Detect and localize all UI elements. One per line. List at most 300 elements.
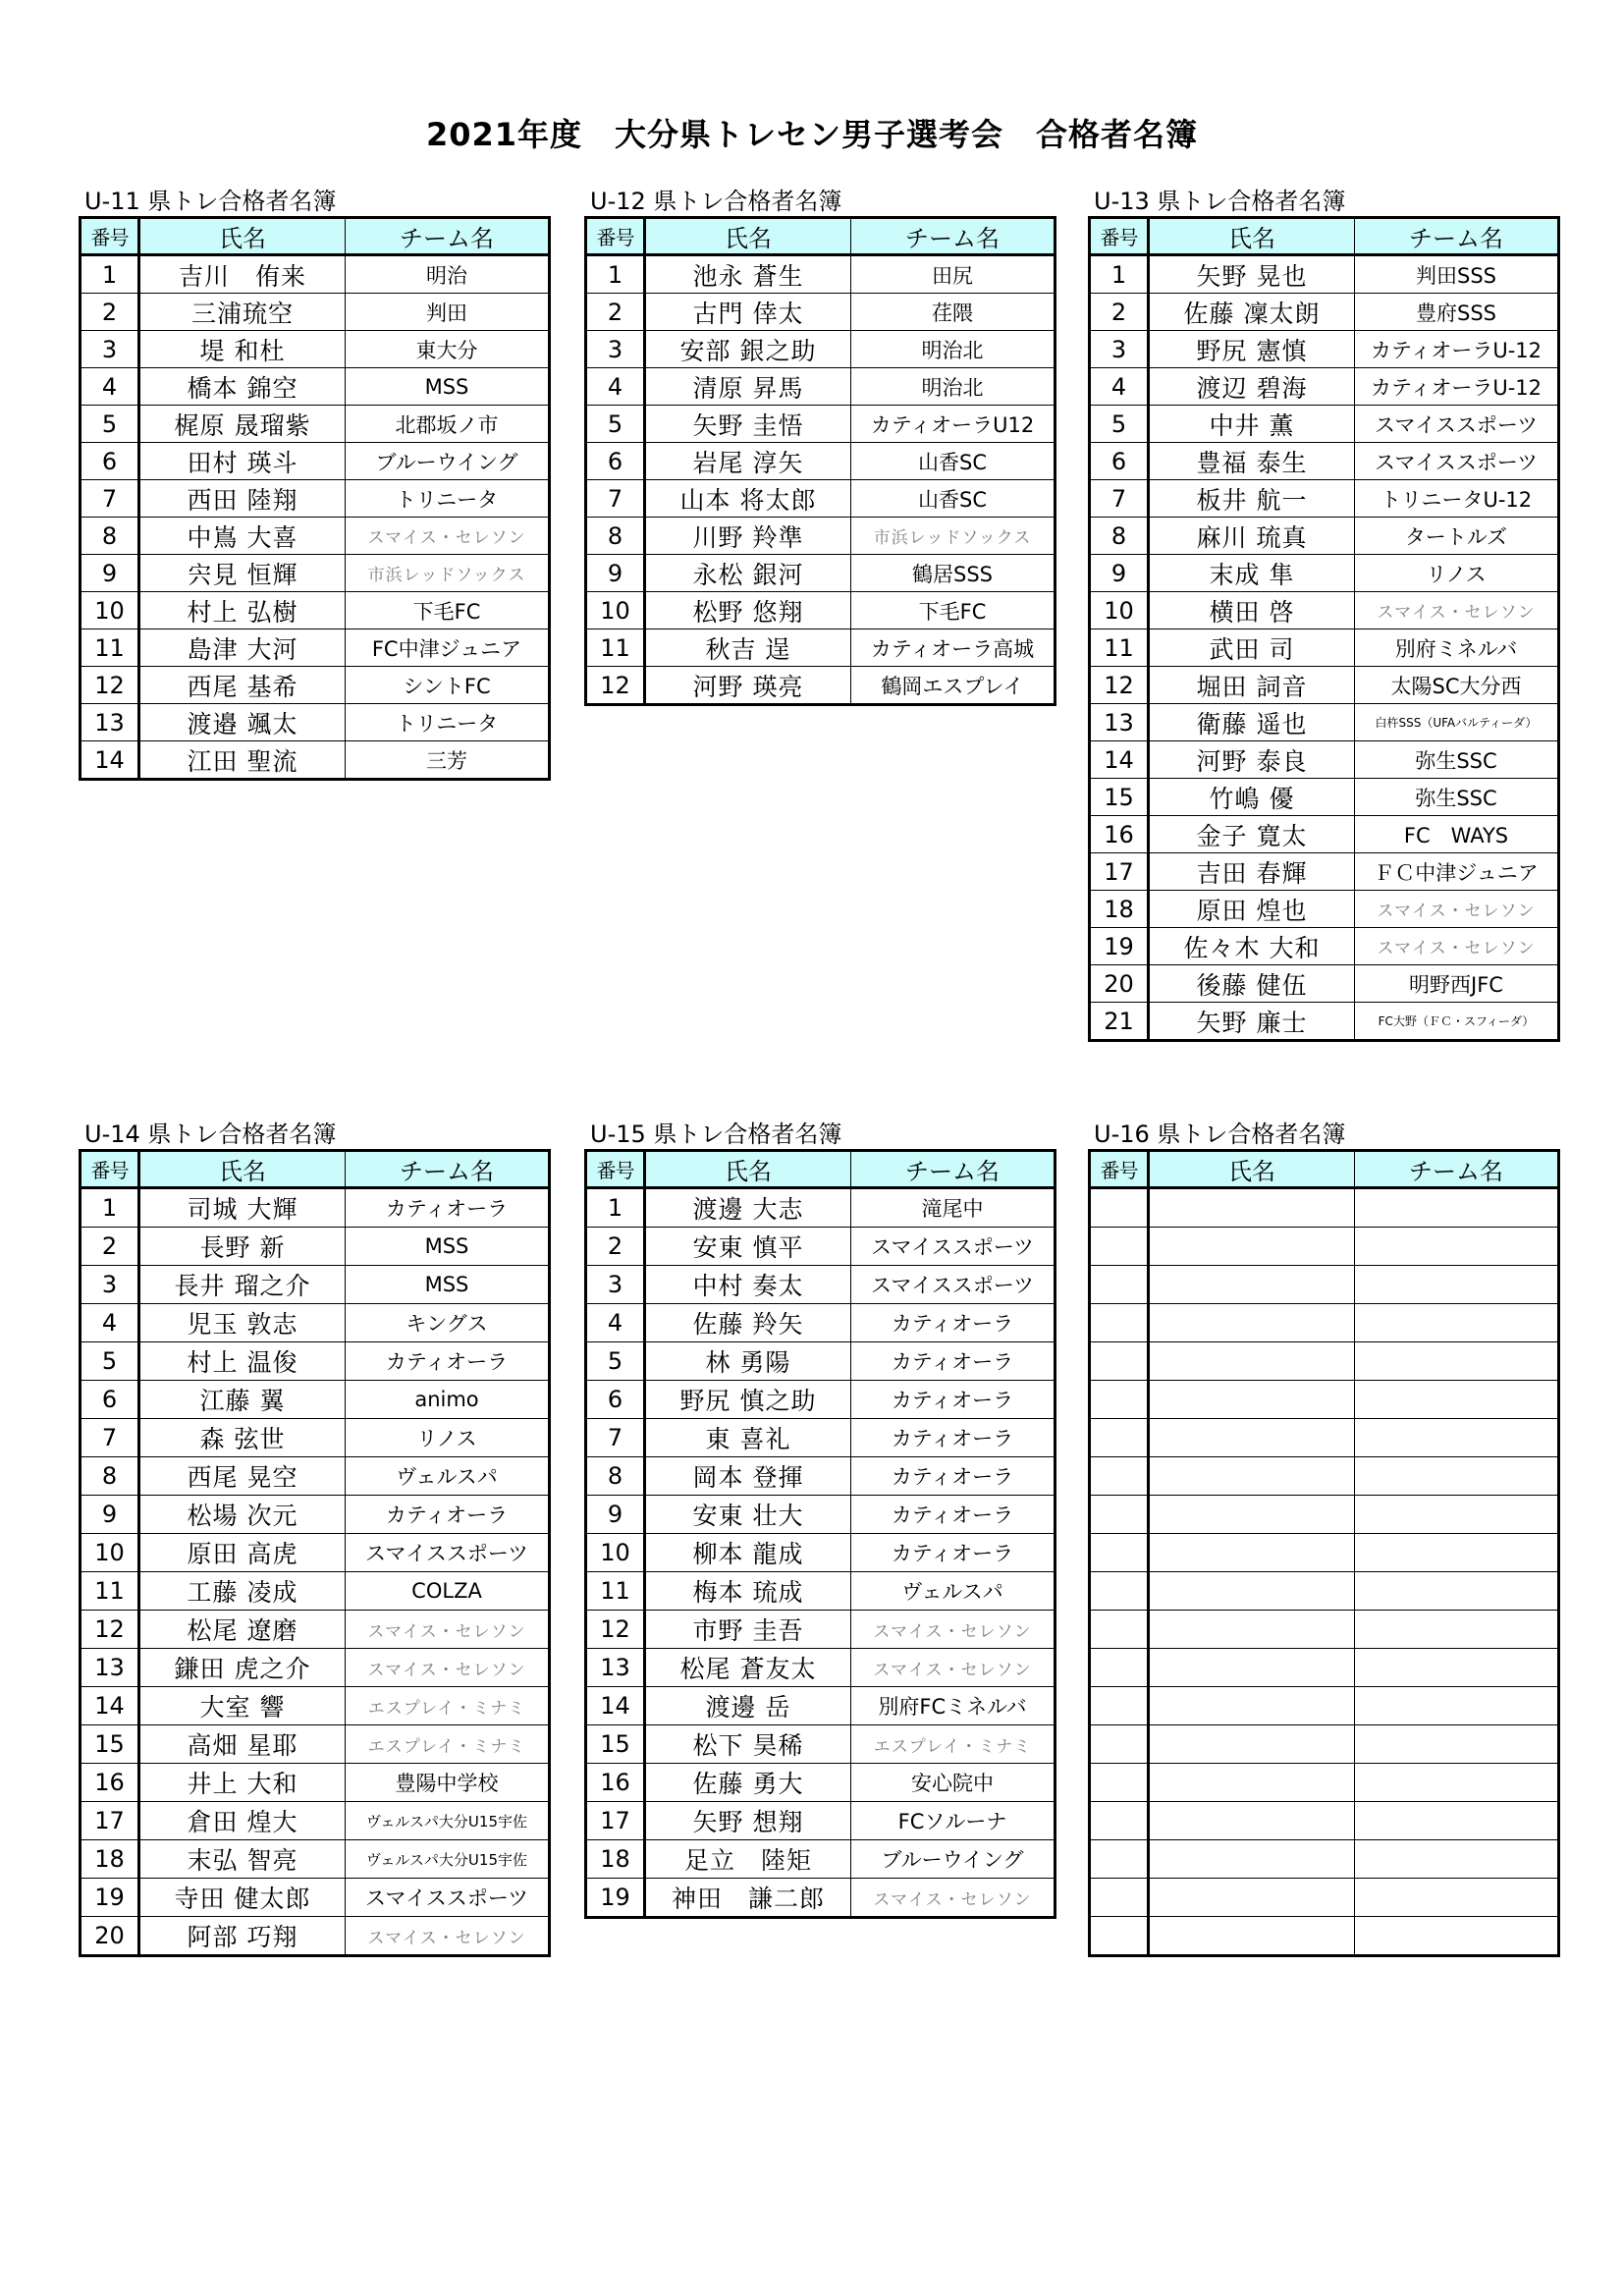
empty-row: [1090, 1228, 1559, 1266]
empty-cell: [1149, 1879, 1355, 1917]
player-name: 清原 昇馬: [645, 368, 851, 406]
name-column-header: 氏名: [645, 1151, 851, 1188]
empty-cell: [1149, 1725, 1355, 1764]
empty-cell: [1090, 1687, 1149, 1725]
row-number: 3: [1090, 331, 1149, 368]
table-row: [81, 368, 550, 406]
empty-row: [1090, 1802, 1559, 1840]
table-row: [586, 1572, 1056, 1611]
table-row: [586, 480, 1056, 518]
empty-cell: [1355, 1802, 1559, 1840]
row-number: 1: [81, 255, 139, 294]
team-name: 豊陽中学校: [346, 1764, 550, 1802]
player-name: 松尾 遼磨: [139, 1611, 346, 1649]
table-row: [586, 255, 1056, 294]
name-column-header: 氏名: [1149, 1151, 1355, 1188]
table-row: [1090, 816, 1559, 853]
row-number: 10: [586, 1534, 645, 1572]
empty-cell: [1090, 1649, 1149, 1687]
team-name: カティオーラ: [851, 1419, 1056, 1457]
empty-row: [1090, 1266, 1559, 1304]
table-row: [81, 443, 550, 480]
table-row: [586, 629, 1056, 667]
empty-cell: [1355, 1687, 1559, 1725]
team-name: スマイススポーツ: [851, 1228, 1056, 1266]
row-number: 14: [81, 741, 139, 780]
player-name: 矢野 晃也: [1149, 255, 1355, 294]
empty-cell: [1355, 1304, 1559, 1342]
player-name: 河野 泰良: [1149, 741, 1355, 779]
player-name: 金子 寛太: [1149, 816, 1355, 853]
row-number: 9: [81, 555, 139, 592]
player-name: 原田 煌也: [1149, 891, 1355, 928]
player-name: 高畑 星耶: [139, 1725, 346, 1764]
player-name: 岡本 登揮: [645, 1457, 851, 1496]
roster-table: [79, 216, 551, 781]
team-name: 明治北: [851, 331, 1056, 368]
row-number: 16: [81, 1764, 139, 1802]
empty-row: [1090, 1572, 1559, 1611]
table-row: [1090, 331, 1559, 368]
empty-cell: [1149, 1228, 1355, 1266]
roster-title: U-16 県トレ合格者名簿: [1094, 1121, 1346, 1148]
team-name: カティオーラ: [851, 1496, 1056, 1534]
roster-block: [79, 187, 548, 781]
row-number: 13: [586, 1649, 645, 1687]
table-row: [1090, 406, 1559, 443]
player-name: 麻川 琉真: [1149, 518, 1355, 555]
team-name: 山香SC: [851, 480, 1056, 518]
team-name: 下毛FC: [851, 592, 1056, 629]
player-name: 堀田 詞音: [1149, 667, 1355, 704]
empty-cell: [1149, 1649, 1355, 1687]
team-name: ブルーウイング: [851, 1840, 1056, 1879]
empty-cell: [1355, 1188, 1559, 1228]
empty-cell: [1149, 1188, 1355, 1228]
table-row: [586, 1802, 1056, 1840]
row-number: 12: [1090, 667, 1149, 704]
row-number: 11: [81, 629, 139, 667]
team-name: エスプレイ・ミナミ: [346, 1725, 550, 1764]
team-name: 市浜レッドソックス: [851, 518, 1056, 555]
table-row: [586, 1649, 1056, 1687]
row-number: 5: [81, 406, 139, 443]
row-number: 4: [586, 368, 645, 406]
player-name: 渡邉 颯太: [139, 704, 346, 741]
empty-row: [1090, 1419, 1559, 1457]
table-row: [586, 406, 1056, 443]
roster-block: [1088, 187, 1557, 1042]
row-number: 3: [81, 331, 139, 368]
team-name: 別府ミネルバ: [1355, 629, 1559, 667]
team-name: カティオーラ: [346, 1496, 550, 1534]
team-name: リノス: [1355, 555, 1559, 592]
roster-block: [79, 1120, 548, 1957]
team-column-header: チーム名: [346, 1151, 550, 1188]
row-number: 16: [586, 1764, 645, 1802]
row-number: 10: [586, 592, 645, 629]
table-row: [81, 741, 550, 780]
team-name: カティオーラU-12: [1355, 331, 1559, 368]
team-name: シントFC: [346, 667, 550, 704]
team-name: 東大分: [346, 331, 550, 368]
table-row: [1090, 704, 1559, 741]
empty-cell: [1149, 1840, 1355, 1879]
player-name: 池永 蒼生: [645, 255, 851, 294]
team-name: ヴェルスパ大分U15宇佐: [346, 1802, 550, 1840]
table-row: [1090, 891, 1559, 928]
player-name: 吉川 侑来: [139, 255, 346, 294]
table-row: [81, 1381, 550, 1419]
row-number: 18: [81, 1840, 139, 1879]
name-column-header: 氏名: [1149, 218, 1355, 255]
player-name: 大室 響: [139, 1687, 346, 1725]
table-row: [81, 480, 550, 518]
player-name: 島津 大河: [139, 629, 346, 667]
row-number: 19: [586, 1879, 645, 1918]
table-row: [1090, 255, 1559, 294]
player-name: 阿部 巧翔: [139, 1917, 346, 1956]
empty-cell: [1090, 1188, 1149, 1228]
player-name: 松場 次元: [139, 1496, 346, 1534]
empty-cell: [1149, 1304, 1355, 1342]
table-row: [81, 1342, 550, 1381]
empty-cell: [1090, 1917, 1149, 1956]
team-name: 明治北: [851, 368, 1056, 406]
team-name: FC中津ジュニア: [346, 629, 550, 667]
table-row: [586, 667, 1056, 705]
team-name: 判田: [346, 294, 550, 331]
table-row: [81, 331, 550, 368]
team-column-header: チーム名: [851, 1151, 1056, 1188]
table-row: [81, 1611, 550, 1649]
roster-table: [1088, 216, 1560, 1042]
player-name: 佐藤 凜太朗: [1149, 294, 1355, 331]
team-name: カティオーラ: [346, 1188, 550, 1228]
name-column-header: 氏名: [645, 218, 851, 255]
player-name: 渡邊 岳: [645, 1687, 851, 1725]
player-name: 市野 圭吾: [645, 1611, 851, 1649]
table-row: [81, 255, 550, 294]
table-row: [81, 667, 550, 704]
roster-title: U-12 県トレ合格者名簿: [590, 188, 842, 215]
number-column-header: 番号: [586, 1151, 645, 1188]
table-row: [586, 1381, 1056, 1419]
team-name: カティオーラ: [851, 1381, 1056, 1419]
table-row: [81, 1764, 550, 1802]
table-row: [81, 1419, 550, 1457]
table-row: [586, 1342, 1056, 1381]
player-name: 佐藤 羚矢: [645, 1304, 851, 1342]
table-row: [586, 1304, 1056, 1342]
roster-title: U-11 県トレ合格者名簿: [84, 188, 337, 215]
roster-block: [1088, 1120, 1557, 1957]
player-name: 西尾 基希: [139, 667, 346, 704]
team-name: animo: [346, 1381, 550, 1419]
player-name: 中嶌 大喜: [139, 518, 346, 555]
player-name: 足立 陸矩: [645, 1840, 851, 1879]
player-name: 村上 弘樹: [139, 592, 346, 629]
table-row: [81, 1496, 550, 1534]
empty-cell: [1149, 1457, 1355, 1496]
empty-cell: [1149, 1419, 1355, 1457]
team-name: カティオーラU12: [851, 406, 1056, 443]
team-name: ブルーウイング: [346, 443, 550, 480]
player-name: 竹嶋 優: [1149, 779, 1355, 816]
team-name: 判田SSS: [1355, 255, 1559, 294]
row-number: 18: [1090, 891, 1149, 928]
table-row: [1090, 294, 1559, 331]
team-name: ヴェルスパ: [346, 1457, 550, 1496]
table-row: [586, 294, 1056, 331]
row-number: 6: [81, 443, 139, 480]
table-row: [1090, 1003, 1559, 1041]
team-name: カティオーラ: [851, 1534, 1056, 1572]
empty-row: [1090, 1304, 1559, 1342]
number-column-header: 番号: [81, 218, 139, 255]
row-number: 11: [81, 1572, 139, 1611]
team-name: 鶴居SSS: [851, 555, 1056, 592]
team-name: スマイススポーツ: [1355, 443, 1559, 480]
row-number: 8: [81, 518, 139, 555]
table-row: [81, 1879, 550, 1917]
row-number: 6: [81, 1381, 139, 1419]
roster-table: [79, 1149, 551, 1957]
table-row: [1090, 443, 1559, 480]
empty-cell: [1149, 1917, 1355, 1956]
player-name: 村上 温俊: [139, 1342, 346, 1381]
team-name: 豊府SSS: [1355, 294, 1559, 331]
table-row: [586, 592, 1056, 629]
empty-row: [1090, 1534, 1559, 1572]
row-number: 17: [1090, 853, 1149, 891]
player-name: 古門 倖太: [645, 294, 851, 331]
name-column-header: 氏名: [139, 1151, 346, 1188]
player-name: 吉田 春輝: [1149, 853, 1355, 891]
team-name: トリニータ: [346, 480, 550, 518]
table-row: [1090, 779, 1559, 816]
row-number: 7: [81, 480, 139, 518]
player-name: 長野 新: [139, 1228, 346, 1266]
team-name: FCソルーナ: [851, 1802, 1056, 1840]
team-name: エスプレイ・ミナミ: [346, 1687, 550, 1725]
table-row: [586, 1228, 1056, 1266]
team-name: スマイス・セレソン: [1355, 928, 1559, 965]
empty-cell: [1149, 1266, 1355, 1304]
player-name: 倉田 煌大: [139, 1802, 346, 1840]
player-name: 末成 隼: [1149, 555, 1355, 592]
row-number: 17: [586, 1802, 645, 1840]
empty-cell: [1355, 1342, 1559, 1381]
row-number: 2: [1090, 294, 1149, 331]
row-number: 7: [81, 1419, 139, 1457]
team-name: ヴェルスパ: [851, 1572, 1056, 1611]
player-name: 江田 聖流: [139, 741, 346, 780]
row-number: 9: [81, 1496, 139, 1534]
table-row: [586, 1188, 1056, 1228]
table-row: [1090, 480, 1559, 518]
row-number: 13: [81, 1649, 139, 1687]
team-name: スマイス・セレソン: [346, 1917, 550, 1956]
row-number: 11: [586, 629, 645, 667]
team-name: 三芳: [346, 741, 550, 780]
row-number: 5: [586, 406, 645, 443]
roster-title: U-14 県トレ合格者名簿: [84, 1121, 337, 1148]
table-row: [586, 1266, 1056, 1304]
player-name: 宍見 恒輝: [139, 555, 346, 592]
player-name: 長井 瑠之介: [139, 1266, 346, 1304]
team-name: 弥生SSC: [1355, 779, 1559, 816]
row-number: 9: [1090, 555, 1149, 592]
empty-cell: [1149, 1534, 1355, 1572]
row-number: 3: [586, 1266, 645, 1304]
empty-cell: [1355, 1534, 1559, 1572]
row-number: 2: [81, 294, 139, 331]
table-row: [81, 1304, 550, 1342]
team-name: カティオーラ: [851, 1304, 1056, 1342]
player-name: 田村 瑛斗: [139, 443, 346, 480]
table-row: [81, 1228, 550, 1266]
row-number: 5: [1090, 406, 1149, 443]
player-name: 安東 慎平: [645, 1228, 851, 1266]
row-number: 12: [81, 1611, 139, 1649]
number-column-header: 番号: [1090, 218, 1149, 255]
row-number: 8: [1090, 518, 1149, 555]
table-row: [586, 1611, 1056, 1649]
team-name: 鶴岡エスプレイ: [851, 667, 1056, 705]
table-row: [586, 1419, 1056, 1457]
player-name: 永松 銀河: [645, 555, 851, 592]
team-name: 明野西JFC: [1355, 965, 1559, 1003]
empty-cell: [1355, 1496, 1559, 1534]
player-name: 松尾 蒼友太: [645, 1649, 851, 1687]
empty-cell: [1090, 1840, 1149, 1879]
player-name: 後藤 健伍: [1149, 965, 1355, 1003]
team-name: 荏隈: [851, 294, 1056, 331]
empty-row: [1090, 1342, 1559, 1381]
team-name: トリニータU-12: [1355, 480, 1559, 518]
player-name: 安部 銀之助: [645, 331, 851, 368]
empty-row: [1090, 1687, 1559, 1725]
empty-row: [1090, 1188, 1559, 1228]
table-row: [81, 1266, 550, 1304]
row-number: 11: [1090, 629, 1149, 667]
table-row: [81, 1457, 550, 1496]
team-name: スマイス・セレソン: [851, 1649, 1056, 1687]
empty-cell: [1090, 1304, 1149, 1342]
player-name: 梶原 晟瑠紫: [139, 406, 346, 443]
table-row: [1090, 928, 1559, 965]
team-name: カティオーラ高城: [851, 629, 1056, 667]
empty-cell: [1355, 1419, 1559, 1457]
team-name: タートルズ: [1355, 518, 1559, 555]
row-number: 5: [586, 1342, 645, 1381]
player-name: 江藤 翼: [139, 1381, 346, 1419]
empty-row: [1090, 1764, 1559, 1802]
row-number: 6: [586, 443, 645, 480]
empty-cell: [1355, 1649, 1559, 1687]
team-name: MSS: [346, 1266, 550, 1304]
empty-cell: [1090, 1457, 1149, 1496]
table-row: [81, 294, 550, 331]
empty-row: [1090, 1879, 1559, 1917]
row-number: 2: [586, 294, 645, 331]
row-number: 7: [586, 480, 645, 518]
empty-cell: [1090, 1381, 1149, 1419]
player-name: 衛藤 遥也: [1149, 704, 1355, 741]
empty-cell: [1149, 1611, 1355, 1649]
empty-cell: [1355, 1381, 1559, 1419]
row-number: 6: [586, 1381, 645, 1419]
number-column-header: 番号: [1090, 1151, 1149, 1188]
empty-cell: [1149, 1496, 1355, 1534]
empty-cell: [1090, 1802, 1149, 1840]
player-name: 武田 司: [1149, 629, 1355, 667]
row-number: 14: [586, 1687, 645, 1725]
row-number: 18: [586, 1840, 645, 1879]
row-number: 4: [586, 1304, 645, 1342]
row-number: 19: [1090, 928, 1149, 965]
row-number: 1: [586, 1188, 645, 1228]
team-name: 太陽SC大分西: [1355, 667, 1559, 704]
player-name: 西田 陸翔: [139, 480, 346, 518]
player-name: 司城 大輝: [139, 1188, 346, 1228]
player-name: 末弘 智亮: [139, 1840, 346, 1879]
row-number: 10: [81, 592, 139, 629]
empty-cell: [1355, 1764, 1559, 1802]
player-name: 横田 啓: [1149, 592, 1355, 629]
row-number: 17: [81, 1802, 139, 1840]
team-name: ヴェルスパ大分U15宇佐: [346, 1840, 550, 1879]
team-name: 滝尾中: [851, 1188, 1056, 1228]
row-number: 4: [81, 368, 139, 406]
table-row: [1090, 368, 1559, 406]
player-name: 野尻 慎之助: [645, 1381, 851, 1419]
row-number: 6: [1090, 443, 1149, 480]
team-name: スマイス・セレソン: [1355, 592, 1559, 629]
row-number: 9: [586, 1496, 645, 1534]
row-number: 12: [586, 1611, 645, 1649]
table-row: [586, 555, 1056, 592]
table-row: [586, 331, 1056, 368]
table-row: [81, 1534, 550, 1572]
team-column-header: チーム名: [346, 218, 550, 255]
table-row: [81, 704, 550, 741]
row-number: 1: [1090, 255, 1149, 294]
team-name: 安心院中: [851, 1764, 1056, 1802]
table-row: [81, 1572, 550, 1611]
table-row: [81, 1687, 550, 1725]
player-name: 豊福 泰生: [1149, 443, 1355, 480]
player-name: 工藤 凌成: [139, 1572, 346, 1611]
empty-cell: [1090, 1572, 1149, 1611]
table-row: [81, 555, 550, 592]
row-number: 2: [586, 1228, 645, 1266]
player-name: 川野 羚準: [645, 518, 851, 555]
team-name: ＦＣ中津ジュニア: [1355, 853, 1559, 891]
row-number: 4: [1090, 368, 1149, 406]
player-name: 松下 昊稀: [645, 1725, 851, 1764]
team-name: キングス: [346, 1304, 550, 1342]
team-name: スマイス・セレソン: [851, 1879, 1056, 1918]
player-name: 矢野 圭悟: [645, 406, 851, 443]
empty-cell: [1090, 1266, 1149, 1304]
player-name: 井上 大和: [139, 1764, 346, 1802]
row-number: 13: [1090, 704, 1149, 741]
empty-cell: [1090, 1342, 1149, 1381]
empty-cell: [1090, 1764, 1149, 1802]
player-name: 森 弦世: [139, 1419, 346, 1457]
